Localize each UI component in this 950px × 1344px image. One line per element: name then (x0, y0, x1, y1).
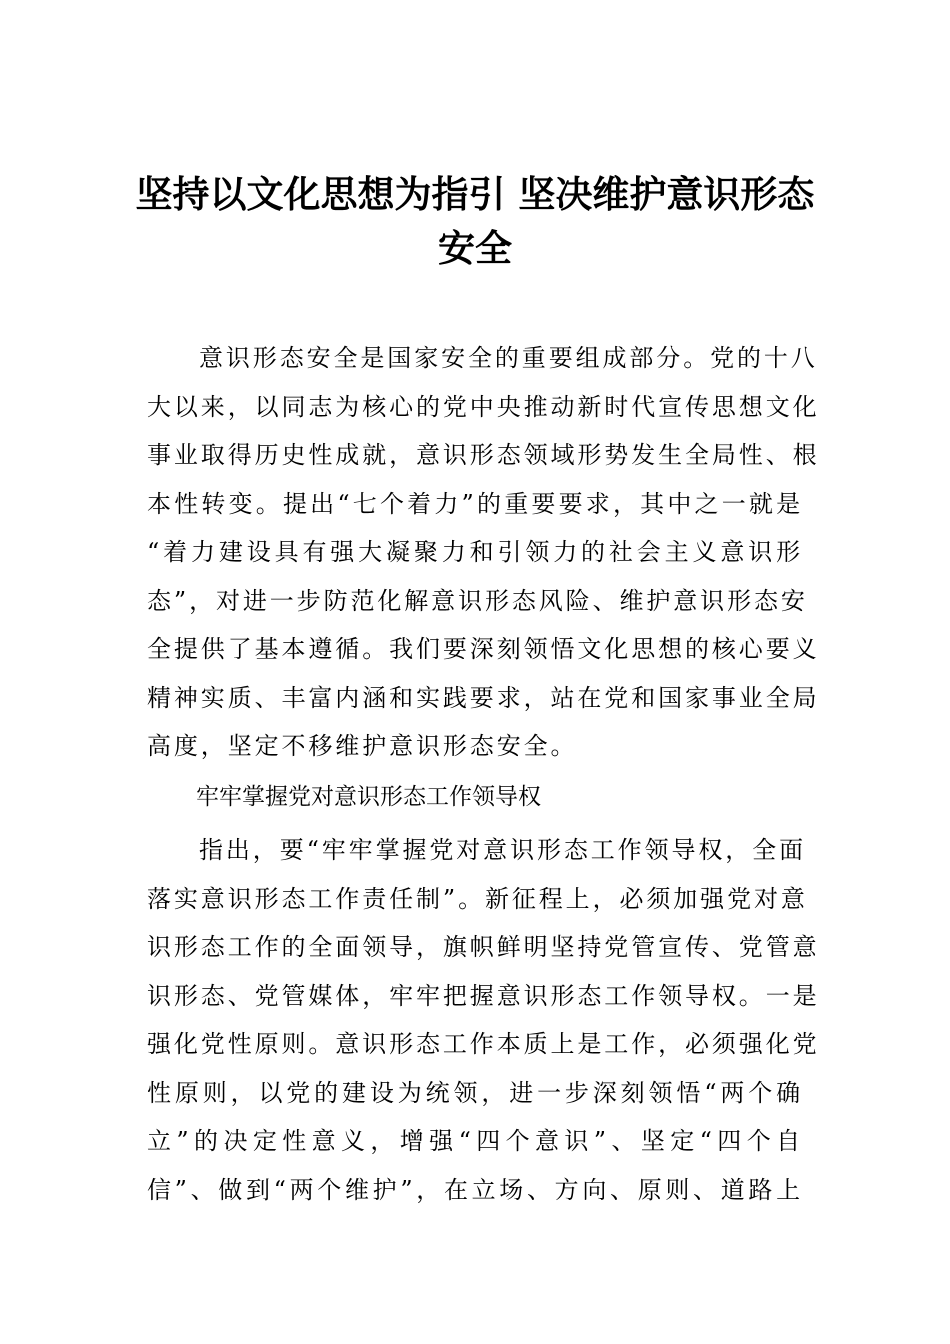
section-subheading: 牢牢掌握党对意识形态工作领导权 (196, 784, 541, 810)
paragraph-line: 落实意识形态工作责任制”。新征程上，必须加强党对意 (147, 884, 808, 913)
paragraph-intro (147, 334, 820, 771)
paragraph-line: 信”、做到“两个维护”，在立场、方向、原则、道路上 (147, 1175, 803, 1204)
paragraph-line: 本性转变。提出“七个着力”的重要要求，其中之一就是 (147, 489, 803, 518)
paragraph-line: “着力建设具有强大凝聚力和引领力的社会主义意识形 (147, 538, 803, 566)
paragraph-line: 态”，对进一步防范化解意识形态风险、维护意识形态安 (147, 586, 808, 615)
paragraph-line: 强化党性原则。意识形态工作本质上是工作，必须强化党 (147, 1030, 820, 1058)
paragraph-leadership (147, 826, 820, 1214)
paragraph-line: 识形态工作的全面领导，旗帜鲜明坚持党管宣传、党管意 (147, 933, 820, 961)
paragraph-line: 性原则，以党的建设为统领，进一步深刻领悟“两个确 (147, 1078, 803, 1107)
paragraph-line: 高度，坚定不移维护意识形态安全。 (147, 732, 578, 760)
title-line-2: 安全 (438, 227, 512, 270)
paragraph-line: 立”的决定性意义，增强“四个意识”、坚定“四个自 (147, 1127, 803, 1155)
paragraph-line: 精神实质、丰富内涵和实践要求，站在党和国家事业全局 (147, 683, 820, 712)
document-title (100, 168, 850, 276)
paragraph-line: 指出，要“牢牢掌握党对意识形态工作领导权，全面 (199, 836, 806, 864)
paragraph-line: 全提供了基本遵循。我们要深刻领悟文化思想的核心要义 (147, 635, 820, 663)
paragraph-line: 事业取得历史性成就，意识形态领域形势发生全局性、根 (147, 441, 820, 469)
paragraph-line: 识形态、党管媒体，牢牢把握意识形态工作领导权。一是 (147, 981, 820, 1010)
paragraph-line: 大以来，以同志为核心的党中央推动新时代宣传思想文化 (147, 392, 820, 421)
paragraph-line: 意识形态安全是国家安全的重要组成部分。党的十八 (199, 344, 818, 372)
title-line-1: 坚持以文化思想为指引 坚决维护意识形态 (135, 173, 815, 216)
